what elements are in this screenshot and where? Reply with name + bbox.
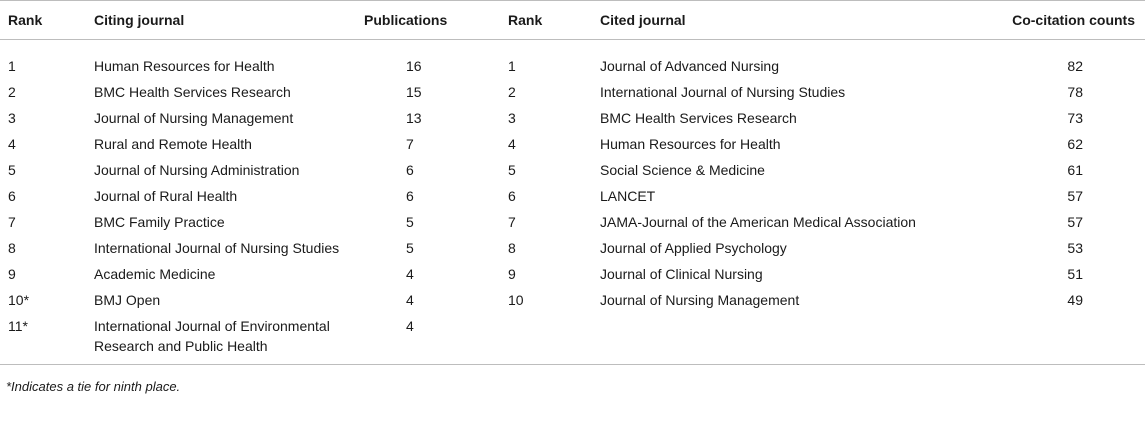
rank-right-cell: 8	[508, 240, 516, 256]
publications-cell: 4	[406, 266, 414, 282]
table-row	[0, 316, 1145, 365]
rank-right-cell: 10	[508, 292, 524, 308]
rank-left-cell: 7	[8, 214, 16, 230]
citing-journal-cell: International Journal of Environmental Research and Public Health	[94, 316, 354, 365]
cocitation-count-cell: 62	[1067, 136, 1083, 152]
spacer-cell	[476, 264, 508, 290]
cited-journal-cell: Journal of Advanced Nursing	[600, 58, 779, 74]
cited-journal-cell: JAMA-Journal of the American Medical Association	[600, 214, 916, 230]
rank-left-cell: 1	[8, 58, 16, 74]
cited-journal-cell: Journal of Applied Psychology	[600, 240, 787, 256]
publications-cell: 15	[406, 84, 422, 100]
rank-left-cell: 2	[8, 84, 16, 100]
table-row	[0, 108, 1145, 134]
citing-journal-cell: BMJ Open	[94, 292, 161, 308]
table-row	[0, 160, 1145, 186]
cocitation-count-cell	[980, 316, 1145, 365]
citing-journal-cell: Journal of Rural Health	[94, 188, 238, 204]
header-spacer	[476, 1, 508, 40]
spacer-cell	[476, 160, 508, 186]
table-body	[0, 40, 1145, 365]
spacer-cell	[476, 108, 508, 134]
rank-right-cell: 3	[508, 110, 516, 126]
rank-left-cell: 11*	[0, 316, 94, 365]
rank-right-cell: 5	[508, 162, 516, 178]
table-row	[0, 290, 1145, 316]
header-cocitation-counts: Co-citation counts	[980, 1, 1145, 40]
header-citing-journal: Citing journal	[94, 1, 354, 40]
rank-right-cell: 6	[508, 188, 516, 204]
spacer-cell	[476, 40, 508, 83]
cocitation-count-cell: 78	[1067, 84, 1083, 100]
cited-journal-cell	[600, 316, 980, 365]
table-row	[0, 40, 1145, 83]
cited-journal-cell: Human Resources for Health	[600, 136, 781, 152]
publications-cell: 4	[406, 292, 414, 308]
cocitation-count-cell: 57	[1067, 214, 1083, 230]
citing-journal-cell: Academic Medicine	[94, 266, 216, 282]
header-rank-left: Rank	[0, 1, 94, 40]
header-publications: Publications	[354, 1, 476, 40]
rank-right-cell: 4	[508, 136, 516, 152]
cocitation-count-cell: 51	[1067, 266, 1083, 282]
publications-cell: 7	[406, 136, 414, 152]
citing-journal-cell: Journal of Nursing Administration	[94, 162, 300, 178]
citing-journal-cell: Journal of Nursing Management	[94, 110, 294, 126]
rank-left-cell: 8	[8, 240, 16, 256]
table-row	[0, 134, 1145, 160]
table-footnote: *Indicates a tie for ninth place.	[6, 379, 181, 394]
cocitation-count-cell: 82	[1067, 58, 1083, 74]
rank-right-cell: 7	[508, 214, 516, 230]
spacer-cell	[476, 186, 508, 212]
publications-cell: 6	[406, 162, 414, 178]
publications-cell: 16	[406, 58, 422, 74]
cocitation-count-cell: 53	[1067, 240, 1083, 256]
table-row	[0, 186, 1145, 212]
rank-left-cell: 6	[8, 188, 16, 204]
rank-left-cell: 5	[8, 162, 16, 178]
rank-right-cell	[508, 316, 600, 365]
rank-right-cell: 9	[508, 266, 516, 282]
rank-left-cell: 10*	[8, 292, 30, 308]
header-cited-journal: Cited journal	[600, 1, 980, 40]
spacer-cell	[476, 134, 508, 160]
rank-right-cell: 1	[508, 58, 516, 74]
spacer-cell	[476, 290, 508, 316]
citing-journal-cell: Human Resources for Health	[94, 58, 275, 74]
publications-cell: 5	[406, 240, 414, 256]
spacer-cell	[476, 238, 508, 264]
citing-journal-cell: BMC Family Practice	[94, 214, 225, 230]
cocitation-count-cell: 49	[1067, 292, 1083, 308]
cited-journal-cell: LANCET	[600, 188, 656, 204]
spacer-cell	[476, 212, 508, 238]
rank-left-cell: 4	[8, 136, 16, 152]
publications-cell: 5	[406, 214, 414, 230]
table-header-row	[0, 1, 1145, 40]
cited-journal-cell: International Journal of Nursing Studies	[600, 84, 846, 100]
rank-left-cell: 9	[8, 266, 16, 282]
publications-cell: 4	[354, 316, 476, 365]
table-row	[0, 82, 1145, 108]
citing-journal-cell: Rural and Remote Health	[94, 136, 252, 152]
spacer-cell	[476, 316, 508, 365]
cited-journal-cell: Journal of Nursing Management	[600, 292, 800, 308]
publications-cell: 13	[406, 110, 422, 126]
header-rank-right: Rank	[508, 1, 600, 40]
cocitation-count-cell: 61	[1067, 162, 1083, 178]
table-row	[0, 212, 1145, 238]
citing-journal-cell: BMC Health Services Research	[94, 84, 291, 100]
spacer-cell	[476, 82, 508, 108]
table-row	[0, 238, 1145, 264]
citing-journal-cell: International Journal of Nursing Studies	[94, 240, 340, 256]
table-row	[0, 264, 1145, 290]
cited-journal-cell: Journal of Clinical Nursing	[600, 266, 763, 282]
cited-journal-cell: Social Science & Medicine	[600, 162, 765, 178]
cocitation-count-cell: 73	[1067, 110, 1083, 126]
cocitation-count-cell: 57	[1067, 188, 1083, 204]
publications-cell: 6	[406, 188, 414, 204]
rank-right-cell: 2	[508, 84, 516, 100]
cited-journal-cell: BMC Health Services Research	[600, 110, 797, 126]
rank-left-cell: 3	[8, 110, 16, 126]
